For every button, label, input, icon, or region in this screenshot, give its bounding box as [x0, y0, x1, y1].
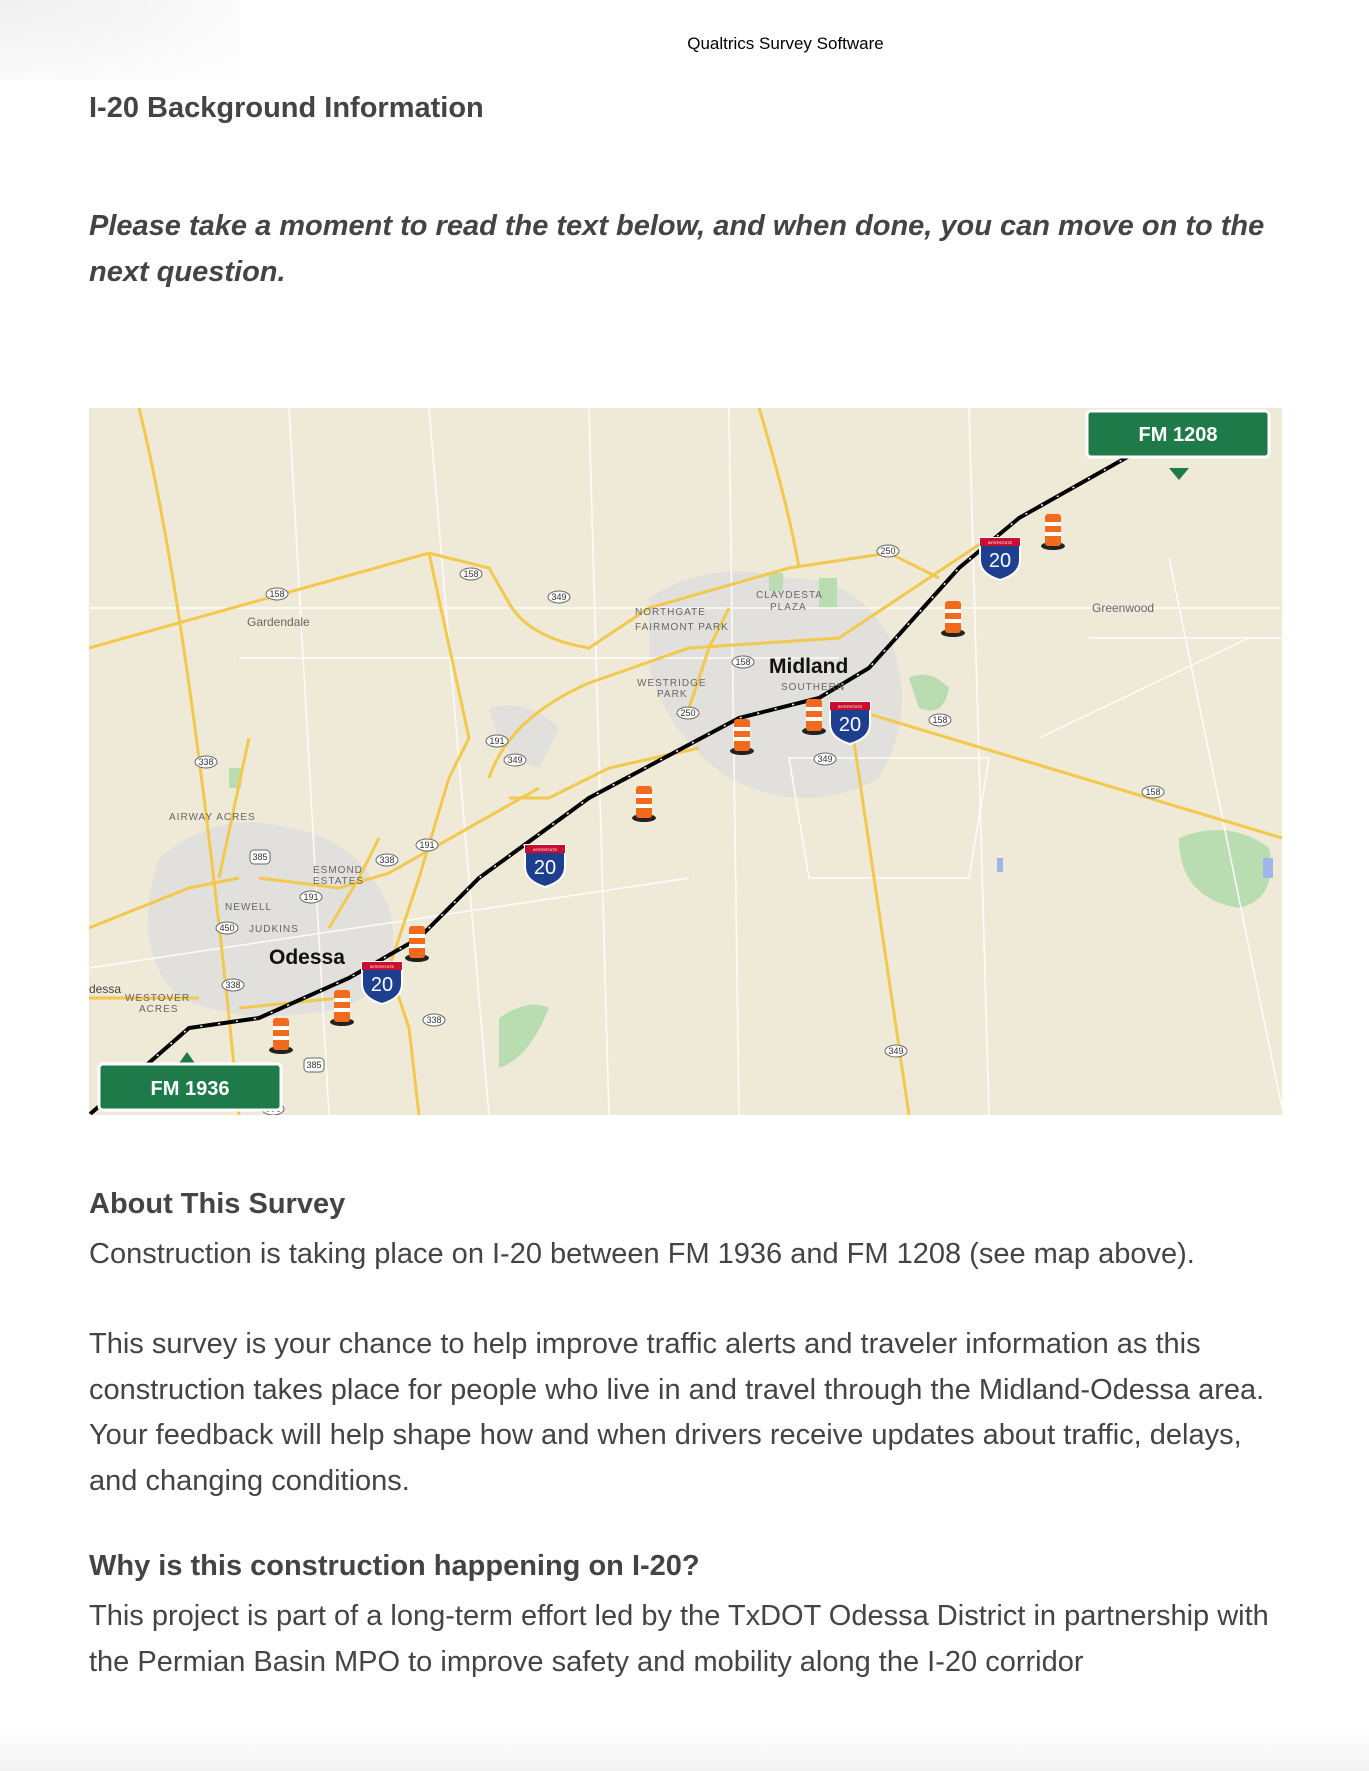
label-judkins: JUDKINS: [249, 924, 299, 935]
label-acres: ACRES: [139, 1004, 179, 1015]
about-paragraph-2: This survey is your chance to help improve traffic alerts and traveler information as this construction takes place for people who live in and travel through the Midland-Odessa area. Your feedback will help shape how and when drivers receive updates about traffic, delays, and changing conditions.: [89, 1328, 1265, 1497]
svg-text:158: 158: [463, 569, 479, 579]
fm-1936-sign: [99, 1052, 281, 1110]
route-shield-250: [877, 545, 899, 557]
route-shield-349: [814, 753, 836, 765]
about-line-1: Construction is taking place on I-20 between FM 1936 and FM 1208 (see map above).: [89, 1238, 1195, 1270]
route-shield-338: [376, 854, 398, 866]
svg-text:INTERSTATE: INTERSTATE: [837, 704, 863, 709]
interstate-20-shield: [362, 962, 402, 1004]
interstate-20-shield: [980, 538, 1020, 580]
svg-text:20: 20: [370, 974, 394, 996]
svg-text:385: 385: [306, 1060, 322, 1070]
route-shield-158: [732, 656, 754, 668]
label-fairmont-park: FAIRMONT PARK: [635, 622, 729, 633]
svg-text:191: 191: [419, 840, 435, 850]
route-shield-385: [304, 1058, 324, 1072]
urban-areas: [148, 571, 902, 1016]
route-shield-450: [216, 922, 238, 934]
svg-text:338: 338: [426, 1015, 442, 1025]
label-park: PARK: [657, 689, 688, 700]
instruction-text: Please take a moment to read the text below, and when done, you can move on to the next question.: [89, 210, 1265, 288]
route-shield-191: [486, 735, 508, 747]
svg-text:INTERSTATE: INTERSTATE: [987, 540, 1013, 545]
svg-text:20: 20: [533, 857, 557, 879]
svg-text:349: 349: [551, 592, 567, 602]
construction-map: [89, 408, 1282, 1115]
svg-text:191: 191: [303, 892, 319, 902]
svg-text:338: 338: [225, 980, 241, 990]
label-claydesta: CLAYDESTA: [756, 590, 823, 601]
label-greenwood: Greenwood: [1092, 601, 1155, 615]
construction-barrel-icon: [1041, 514, 1065, 550]
route-shield-191: [416, 839, 438, 851]
why-heading: Why is this construction happening on I-20?: [89, 1550, 700, 1582]
app-title: Qualtrics Survey Software: [687, 34, 884, 53]
svg-text:158: 158: [269, 589, 285, 599]
city-midland: Midland: [769, 655, 849, 678]
label-gardendale: Gardendale: [247, 615, 310, 629]
svg-text:158: 158: [932, 715, 948, 725]
label-westover: WESTOVER: [125, 993, 191, 1004]
svg-text:349: 349: [888, 1046, 904, 1056]
svg-text:450: 450: [219, 923, 235, 933]
svg-text:FM 1936: FM 1936: [150, 1078, 230, 1100]
route-shield-191: [300, 891, 322, 903]
fm-1208-sign: [1087, 411, 1269, 480]
svg-text:250: 250: [680, 708, 696, 718]
svg-text:FM 1208: FM 1208: [1138, 424, 1218, 446]
route-shield-385: [250, 850, 270, 864]
interstate-20-shield: [525, 845, 565, 887]
route-shield-158: [929, 714, 951, 726]
svg-text:191: 191: [489, 736, 505, 746]
svg-text:349: 349: [507, 755, 523, 765]
label-esmond: ESMOND: [313, 865, 363, 876]
label-newell: NEWELL: [225, 902, 273, 913]
construction-barrel-icon: [941, 601, 965, 637]
construction-barrel-icon: [632, 786, 656, 822]
svg-text:158: 158: [735, 657, 751, 667]
svg-text:158: 158: [1145, 787, 1161, 797]
label-northgate: NORTHGATE: [635, 607, 706, 618]
svg-text:250: 250: [880, 546, 896, 556]
route-shield-349: [885, 1045, 907, 1057]
route-shield-158: [1142, 786, 1164, 798]
svg-text:20: 20: [988, 550, 1012, 572]
page-footer-fade: [0, 1730, 1369, 1771]
route-shield-158: [266, 588, 288, 600]
route-shield-349: [504, 754, 526, 766]
svg-text:349: 349: [817, 754, 833, 764]
label-westridge: WESTRIDGE: [637, 678, 707, 689]
label-airway-acres: AIRWAY ACRES: [169, 812, 256, 823]
about-heading: About This Survey: [89, 1188, 346, 1220]
route-shield-338: [195, 756, 217, 768]
svg-text:INTERSTATE: INTERSTATE: [532, 847, 558, 852]
route-shield-349: [548, 591, 570, 603]
svg-text:338: 338: [379, 855, 395, 865]
interstate-20-shield: [830, 702, 870, 744]
city-odessa-edge: dessa: [89, 982, 122, 996]
svg-text:338: 338: [198, 757, 214, 767]
label-estates: ESTATES: [313, 876, 365, 887]
route-shield-250: [677, 707, 699, 719]
route-shield-158: [460, 568, 482, 580]
label-plaza: PLAZA: [770, 602, 807, 613]
route-shield-338: [423, 1014, 445, 1026]
city-odessa: Odessa: [269, 946, 345, 969]
svg-text:INTERSTATE: INTERSTATE: [369, 964, 395, 969]
construction-barrel-icon: [269, 1018, 293, 1054]
svg-text:20: 20: [838, 714, 862, 736]
why-paragraph: This project is part of a long-term effort led by the TxDOT Odessa District in partnership with the Permian Basin MPO to improve safety and mobility along the I-20 corridor: [89, 1600, 1269, 1678]
route-shield-338: [222, 979, 244, 991]
svg-text:385: 385: [252, 852, 268, 862]
block-title: I-20 Background Information: [89, 92, 484, 124]
label-southern: SOUTHERN: [781, 682, 846, 693]
